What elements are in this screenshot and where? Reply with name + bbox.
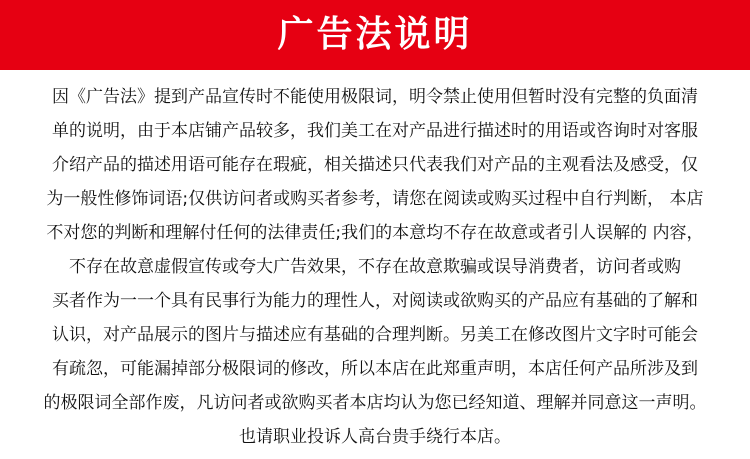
notice-line-7: 买者作为一一个具有民事行为能力的理性人，对阅读或欲购买的产品应有基础的了解和 bbox=[52, 291, 698, 311]
page-title: 广告法说明 bbox=[277, 14, 473, 55]
header-banner bbox=[0, 0, 750, 70]
notice-line-11: 也请职业投诉人高台贵手绕行本店。 bbox=[239, 427, 511, 447]
notice-line-3: 介绍产品的描述用语可能存在瑕疵，相关描述只代表我们对产品的主观看法及感受，仅 bbox=[52, 155, 698, 175]
notice-line-5: 不对您的判断和理解付任何的法律责任;我们的本意均不存在故意或者引人误解的 内容， bbox=[46, 223, 704, 243]
notice-line-6: 不存在故意虚假宣传或夸大广告效果，不存在故意欺骗或误导消费者，访问者或购 bbox=[69, 257, 681, 277]
notice-line-1: 因《广告法》提到产品宣传时不能使用极限词，明令禁止使用但暂时没有完整的负面清 bbox=[52, 87, 698, 107]
notice-line-4: 为一般性修饰词语;仅供访问者或购买者参考，请您在阅读或购买过程中自行判断， 本店 bbox=[46, 189, 704, 209]
notice-line-10: 的极限词全部作废，凡访问者或欲购买者本店均认为您已经知道、理解并同意这一声明。 bbox=[43, 393, 707, 413]
notice-line-2: 单的说明，由于本店铺产品较多，我们美工在对产品进行描述时的用语或咨询时对客服 bbox=[52, 121, 698, 141]
notice-line-9: 有疏忽，可能漏掉部分极限词的修改，所以本店在此郑重声明，本店任何产品所涉及到 bbox=[52, 359, 698, 379]
notice-line-8: 认识，对产品展示的图片与描述应有基础的合理判断。另美工在修改图片文字时可能会 bbox=[52, 325, 698, 345]
